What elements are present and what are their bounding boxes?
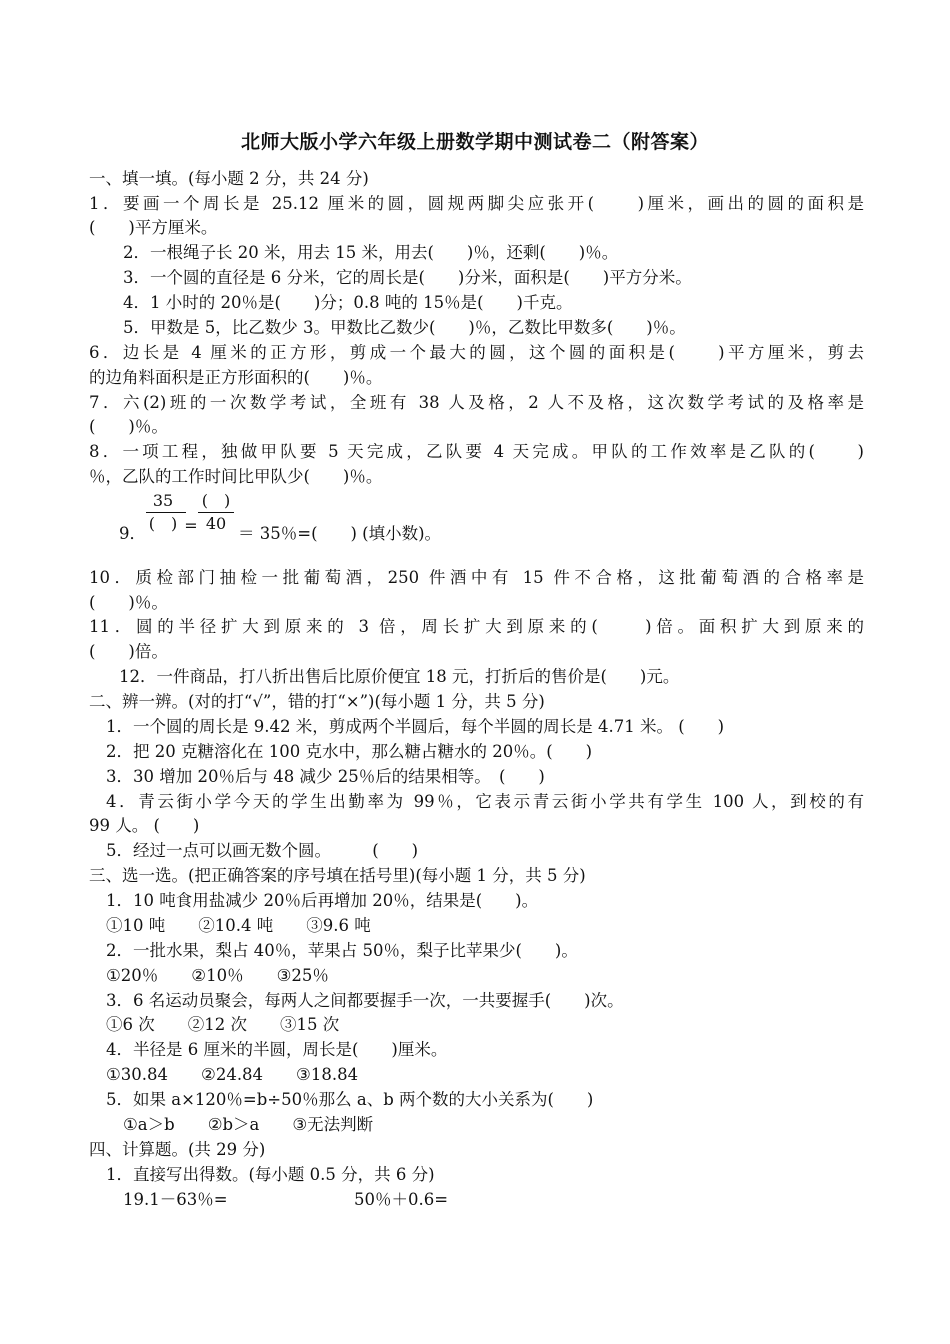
section1-q3: 3．一个圆的直径是 6 分米，它的周长是( )分米，面积是( )平方分米。 xyxy=(123,268,692,287)
section2-heading: 二、辨一辨。(对的打“√”，错的打“×”)(每小题 1 分，共 5 分) xyxy=(89,692,545,711)
page-title: 北师大版小学六年级上册数学期中测试卷二（附答案） xyxy=(240,131,709,153)
section3-q1: 1．10 吨食用盐减少 20％后再增加 20％，结果是( )。 xyxy=(106,891,539,910)
section4-heading: 四、计算题。(共 29 分) xyxy=(89,1140,266,1159)
section1-q2: 2．一根绳子长 20 米，用去 15 米，用去( )％，还剩( )％。 xyxy=(123,243,619,262)
section3-q5: 5．如果 a×120％=b÷50％那么 a、b 两个数的大小关系为( ) xyxy=(106,1090,594,1109)
section1-q7-line2: ( )％。 xyxy=(89,417,168,436)
section1-q5: 5．甲数是 5，比乙数少 3。甲数比乙数少( )％，乙数比甲数多( )％。 xyxy=(123,318,686,337)
q9-fraction2-numerator: ( ) xyxy=(201,491,231,510)
section1-q10-line1: 10．质检部门抽检一批葡萄酒，250 件酒中有 15 件不合格，这批葡萄酒的合格率是 xyxy=(89,568,864,587)
section1-q6-line2: 的边角料面积是正方形面积的( )％。 xyxy=(89,368,383,387)
section1-q12: 12．一件商品，打八折出售后比原价便宜 18 元，打折后的售价是( )元。 xyxy=(119,667,680,686)
section1-q11-line2: ( )倍。 xyxy=(89,642,168,661)
section2-q4-line2: 99 人。 ( ) xyxy=(89,816,200,835)
q9-fraction2-denominator: 40 xyxy=(205,514,227,533)
section3-q2-options: ①20％ ②10％ ③25％ xyxy=(106,966,329,985)
q9-fraction1-bar xyxy=(146,512,186,513)
section1-q11-line1: 11．圆的半径扩大到原来的 3 倍，周长扩大到原来的( )倍。面积扩大到原来的 xyxy=(89,617,864,636)
section1-q10-line2: ( )％。 xyxy=(89,593,168,612)
section2-q3: 3．30 增加 20％后与 48 减少 25％后的结果相等。 ( ) xyxy=(106,767,545,786)
section2-q4-line1: 4．青云街小学今天的学生出勤率为 99％，它表示青云街小学共有学生 100 人，到校的有 xyxy=(106,792,864,811)
section3-q4-options: ①30.84 ②24.84 ③18.84 xyxy=(106,1065,359,1084)
q9-text: ＝ 35％=( ) (填小数)。 xyxy=(238,524,442,543)
section1-q8-line1: 8．一项工程，独做甲队要 5 天完成，乙队要 4 天完成。甲队的工作效率是乙队的( ) xyxy=(89,442,864,461)
section1-q7-line1: 7．六(2)班的一次数学考试，全班有 38 人及格，2 人不及格，这次数学考试的及格率是 xyxy=(89,393,864,412)
section3-heading: 三、选一选。(把正确答案的序号填在括号里)(每小题 1 分，共 5 分) xyxy=(89,866,586,885)
q9-fraction1-denominator: ( ) xyxy=(148,514,178,533)
section2-q1: 1．一个圆的周长是 9.42 米，剪成两个半圆后，每个半圆的周长是 4.71 米。 ( ) xyxy=(106,717,725,736)
section1-q1-line1: 1．要画一个周长是 25.12 厘米的圆，圆规两脚尖应张开( )厘米，画出的圆的面积是 xyxy=(89,194,864,213)
calc-item-1: 19.1－63％= xyxy=(123,1190,228,1209)
section2-q5: 5．经过一点可以画无数个圆。 ( ) xyxy=(106,841,419,860)
section2-q2: 2．把 20 克糖溶化在 100 克水中，那么糖占糖水的 20％。( ) xyxy=(106,742,593,761)
section3-q5-options: ①a＞b ②b＞a ③无法判断 xyxy=(123,1115,374,1134)
q9-number: 9． xyxy=(119,524,146,543)
section1-q6-line1: 6．边长是 4 厘米的正方形，剪成一个最大的圆，这个圆的面积是( )平方厘米，剪去 xyxy=(89,343,864,362)
section1-heading: 一、填一填。(每小题 2 分，共 24 分) xyxy=(89,169,369,188)
section1-q1-line2: ( )平方厘米。 xyxy=(89,218,218,237)
q9-fraction2-bar xyxy=(198,512,234,513)
q9-fraction1-numerator: 35 xyxy=(152,491,174,510)
section3-q4: 4．半径是 6 厘米的半圆，周长是( )厘米。 xyxy=(106,1040,448,1059)
section4-q1: 1．直接写出得数。(每小题 0.5 分，共 6 分) xyxy=(106,1165,435,1184)
section3-q3: 3．6 名运动员聚会，每两人之间都要握手一次，一共要握手( )次。 xyxy=(106,991,624,1010)
q9-equals: = xyxy=(184,516,198,535)
section1-q4: 4．1 小时的 20％是( )分；0.8 吨的 15％是( )千克。 xyxy=(123,293,573,312)
section3-q3-options: ①6 次 ②12 次 ③15 次 xyxy=(106,1015,340,1034)
section3-q1-options: ①10 吨 ②10.4 吨 ③9.6 吨 xyxy=(106,916,371,935)
section1-q8-line2: ％，乙队的工作时间比甲队少( )％。 xyxy=(89,467,383,486)
section3-q2: 2．一批水果，梨占 40％，苹果占 50％，梨子比苹果少( )。 xyxy=(106,941,578,960)
calc-item-2: 50％＋0.6= xyxy=(354,1190,449,1209)
